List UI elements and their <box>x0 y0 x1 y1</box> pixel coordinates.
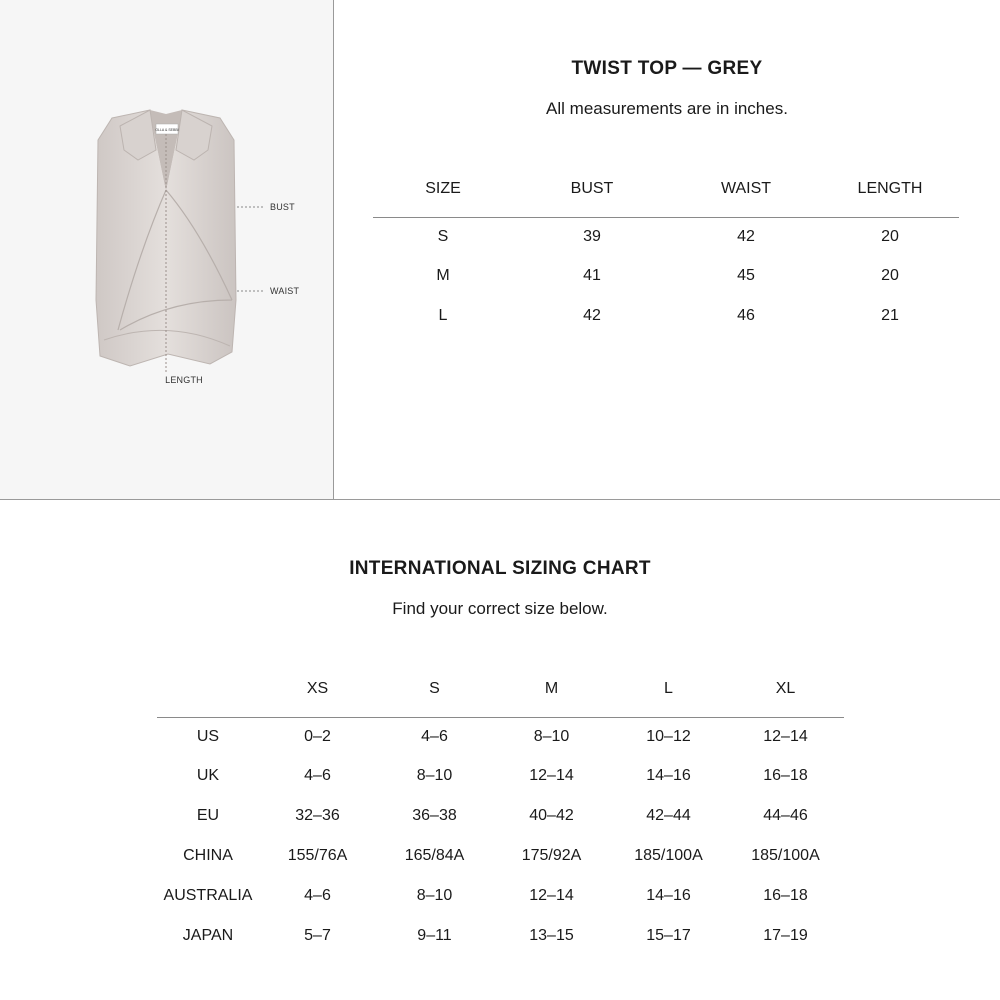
table-cell: 15–17 <box>646 927 691 944</box>
table-row <box>157 796 844 836</box>
table-cell: 12–14 <box>529 887 574 904</box>
international-title: INTERNATIONAL SIZING CHART <box>349 558 651 579</box>
product-subtitle: All measurements are in inches. <box>546 99 788 118</box>
table-cell: 16–18 <box>763 887 808 904</box>
table-row <box>157 836 844 876</box>
table-header-row <box>373 180 959 218</box>
table-cell: 12–14 <box>529 767 574 784</box>
table-row <box>157 876 844 916</box>
table-cell: 4–6 <box>421 728 448 745</box>
column-header: L <box>664 680 673 697</box>
table-cell: 13–15 <box>529 927 574 944</box>
column-header: XL <box>775 680 796 697</box>
table-row <box>373 218 959 257</box>
row-header: JAPAN <box>182 927 234 944</box>
table-cell: 41 <box>583 267 601 284</box>
table-cell: M <box>436 267 450 284</box>
row-header: CHINA <box>183 847 233 864</box>
table-cell: 20 <box>881 267 899 284</box>
table-cell: 40–42 <box>529 807 574 824</box>
column-header: WAIST <box>720 180 772 197</box>
row-header: US <box>196 728 220 745</box>
international-subtitle: Find your correct size below. <box>392 599 608 618</box>
garment-label-tag-text: OLLA & SEBBI <box>155 128 179 132</box>
international-sizing-table <box>157 680 844 956</box>
row-header: EU <box>196 807 220 824</box>
table-cell: 32–36 <box>295 807 340 824</box>
column-header: M <box>544 680 559 697</box>
table-cell: S <box>437 228 449 245</box>
table-cell: 20 <box>881 228 899 245</box>
table-cell: 8–10 <box>416 767 453 784</box>
table-cell: 165/84A <box>404 847 465 864</box>
garment-illustration <box>0 0 333 499</box>
table-cell: 0–2 <box>304 728 331 745</box>
table-cell: 42–44 <box>646 807 691 824</box>
table-cell: 21 <box>881 307 899 324</box>
table-cell: 175/92A <box>521 847 582 864</box>
table-cell: 42 <box>583 307 601 324</box>
table-cell: 8–10 <box>416 887 453 904</box>
section-divider <box>333 499 1000 500</box>
bust-label: BUST <box>270 202 295 212</box>
table-header-row <box>157 680 844 718</box>
row-header: UK <box>196 767 220 784</box>
table-cell: 39 <box>583 228 601 245</box>
column-header: BUST <box>570 180 614 197</box>
table-row <box>373 296 959 336</box>
table-cell: 185/100A <box>751 847 820 864</box>
column-header: S <box>429 680 440 697</box>
product-image-panel <box>0 0 334 500</box>
table-cell: 14–16 <box>646 887 691 904</box>
table-cell: 36–38 <box>412 807 457 824</box>
table-cell: 46 <box>737 307 755 324</box>
table-cell: 4–6 <box>304 887 331 904</box>
table-row <box>157 756 844 796</box>
table-cell: 185/100A <box>634 847 703 864</box>
table-cell: 155/76A <box>287 847 348 864</box>
column-header: LENGTH <box>857 180 923 197</box>
table-cell: L <box>438 307 448 324</box>
table-cell: 14–16 <box>646 767 691 784</box>
table-cell: 16–18 <box>763 767 808 784</box>
table-cell: 8–10 <box>533 728 570 745</box>
length-label: LENGTH <box>165 375 203 385</box>
table-cell: 45 <box>737 267 755 284</box>
table-row <box>157 718 844 757</box>
row-header: AUSTRALIA <box>163 887 253 904</box>
column-header: XS <box>306 680 329 697</box>
column-header: SIZE <box>425 180 461 197</box>
table-cell: 42 <box>737 228 755 245</box>
column-header <box>157 680 259 718</box>
product-title: TWIST TOP — GREY <box>571 58 763 79</box>
table-cell: 12–14 <box>763 728 808 745</box>
table-cell: 9–11 <box>417 927 452 944</box>
table-row <box>373 256 959 296</box>
table-cell: 4–6 <box>304 767 331 784</box>
size-measurement-table <box>373 180 959 336</box>
table-row <box>157 916 844 956</box>
table-cell: 5–7 <box>304 927 331 944</box>
table-cell: 17–19 <box>763 927 808 944</box>
table-cell: 44–46 <box>763 807 808 824</box>
waist-label: WAIST <box>270 286 300 296</box>
table-cell: 10–12 <box>646 728 691 745</box>
